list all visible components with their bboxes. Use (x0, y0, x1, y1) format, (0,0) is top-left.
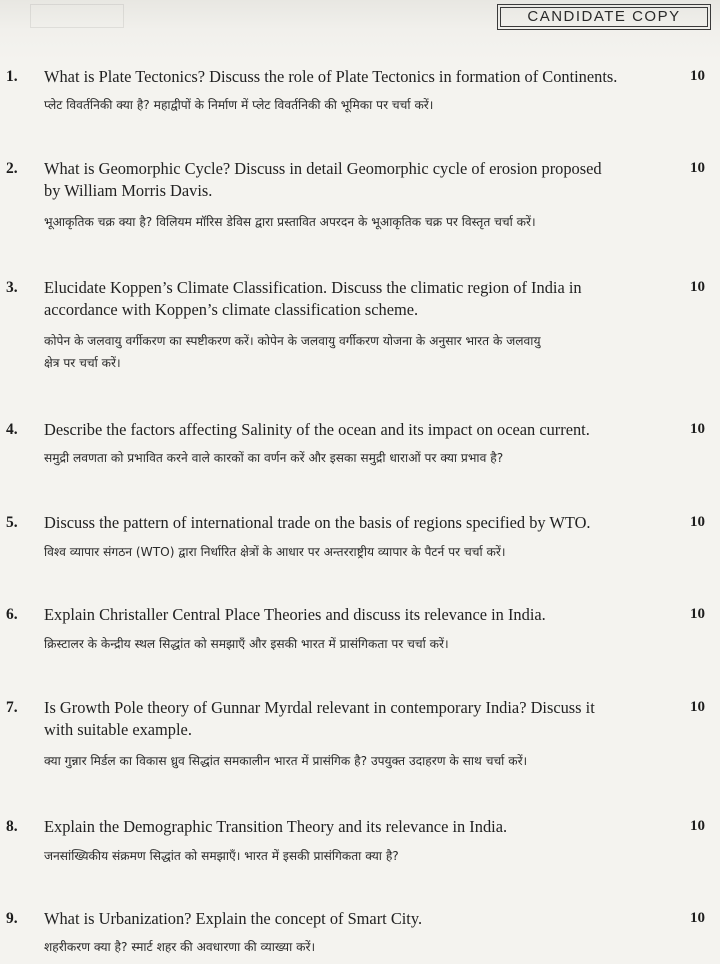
question-marks: 10 (690, 818, 705, 834)
question-text-hindi (44, 750, 527, 772)
question-text-english (44, 66, 617, 88)
question-text-hindi (44, 541, 505, 563)
question-line: भूआकृतिक चक्र क्या है? विलियम मॉरिस डेविस द्वारा प्रस्तावित अपरदन के भूआकृतिक चक्र पर विस्तृत चर्चा करें। (44, 215, 536, 229)
question-number: 2. (6, 160, 18, 177)
question-number: 9. (6, 910, 18, 927)
question-number: 7. (6, 699, 18, 716)
question-text-hindi (44, 633, 449, 655)
question-number: 1. (6, 68, 18, 85)
question-line: Discuss the pattern of international trade on the basis of regions specified by WTO. (44, 513, 591, 532)
question-marks: 10 (690, 279, 705, 295)
question-text-english (44, 604, 546, 626)
question-line: समुद्री लवणता को प्रभावित करने वाले कारकों का वर्णन करें और इसका समुद्री धाराओं पर क्या प्रभाव है? (44, 451, 504, 465)
question-text-english (44, 816, 507, 838)
question-text-english (44, 419, 590, 441)
question-number: 5. (6, 514, 18, 531)
question-line: What is Geomorphic Cycle? Discuss in detail Geomorphic cycle of erosion proposed (44, 159, 602, 178)
question-number: 6. (6, 606, 18, 623)
candidate-copy-stamp (497, 4, 711, 30)
question-number: 3. (6, 279, 18, 296)
question-text-hindi (44, 447, 503, 469)
question-line: क्रिस्टालर के केन्द्रीय स्थल सिद्धांत को समझाएँ और इसकी भारत में प्रासंगिकता पर चर्चा करें। (44, 637, 449, 651)
question-line: Elucidate Koppen’s Climate Classification. Discuss the climatic region of India in (44, 278, 582, 297)
question-text-hindi (44, 94, 433, 116)
question-marks: 10 (690, 514, 705, 530)
question-marks: 10 (690, 910, 705, 926)
bleed-through-box (30, 4, 124, 28)
question-line: जनसांख्यिकीय संक्रमण सिद्धांत को समझाएँ। भारत में इसकी प्रासंगिकता क्या है? (44, 849, 399, 863)
question-line: Describe the factors affecting Salinity of the ocean and its impact on ocean current. (44, 420, 590, 439)
question-marks: 10 (690, 68, 705, 84)
question-text-english (44, 158, 602, 202)
question-marks: 10 (690, 421, 705, 437)
question-line: by William Morris Davis. (44, 181, 213, 200)
question-line: कोपेन के जलवायु वर्गीकरण का स्पष्टीकरण करें। कोपेन के जलवायु वर्गीकरण योजना के अनुसार भारत के जलवायु (44, 334, 541, 348)
question-text-english (44, 908, 422, 930)
question-line: What is Plate Tectonics? Discuss the role of Plate Tectonics in formation of Continents. (44, 67, 618, 86)
candidate-copy-label: CANDIDATE COPY (500, 7, 708, 27)
question-text-hindi (44, 845, 399, 867)
question-line: What is Urbanization? Explain the concept of Smart City. (44, 909, 423, 928)
question-text-english (44, 512, 591, 534)
question-text-english (44, 697, 595, 741)
question-text-hindi (44, 936, 315, 958)
question-line: with suitable example. (44, 720, 192, 739)
question-line: accordance with Koppen’s climate classification scheme. (44, 300, 419, 319)
question-line: क्षेत्र पर चर्चा करें। (44, 356, 121, 370)
question-line: Explain Christaller Central Place Theories and discuss its relevance in India. (44, 605, 546, 624)
question-text-hindi (44, 211, 536, 233)
question-marks: 10 (690, 606, 705, 622)
question-text-english (44, 277, 582, 321)
question-line: विश्व व्यापार संगठन (WTO) द्वारा निर्धारित क्षेत्रों के आधार पर अन्तरराष्ट्रीय व्यापार के पैटर्न पर चर्चा करें। (44, 545, 506, 559)
question-line: प्लेट विवर्तनिकी क्या है? महाद्वीपों के निर्माण में प्लेट विवर्तनिकी की भूमिका पर चर्चा करें। (44, 98, 434, 112)
question-text-hindi (44, 330, 541, 374)
question-line: शहरीकरण क्या है? स्मार्ट शहर की अवधारणा की व्याख्या करें। (44, 940, 316, 954)
question-marks: 10 (690, 699, 705, 715)
question-marks: 10 (690, 160, 705, 176)
question-number: 4. (6, 421, 18, 438)
question-line: Is Growth Pole theory of Gunnar Myrdal relevant in contemporary India? Discuss it (44, 698, 595, 717)
question-line: Explain the Demographic Transition Theory and its relevance in India. (44, 817, 508, 836)
question-number: 8. (6, 818, 18, 835)
question-line: क्या गुन्नार मिर्डल का विकास ध्रुव सिद्धांत समकालीन भारत में प्रासंगिक है? उपयुक्त उदाहरण के साथ चर्चा करें। (44, 754, 528, 768)
